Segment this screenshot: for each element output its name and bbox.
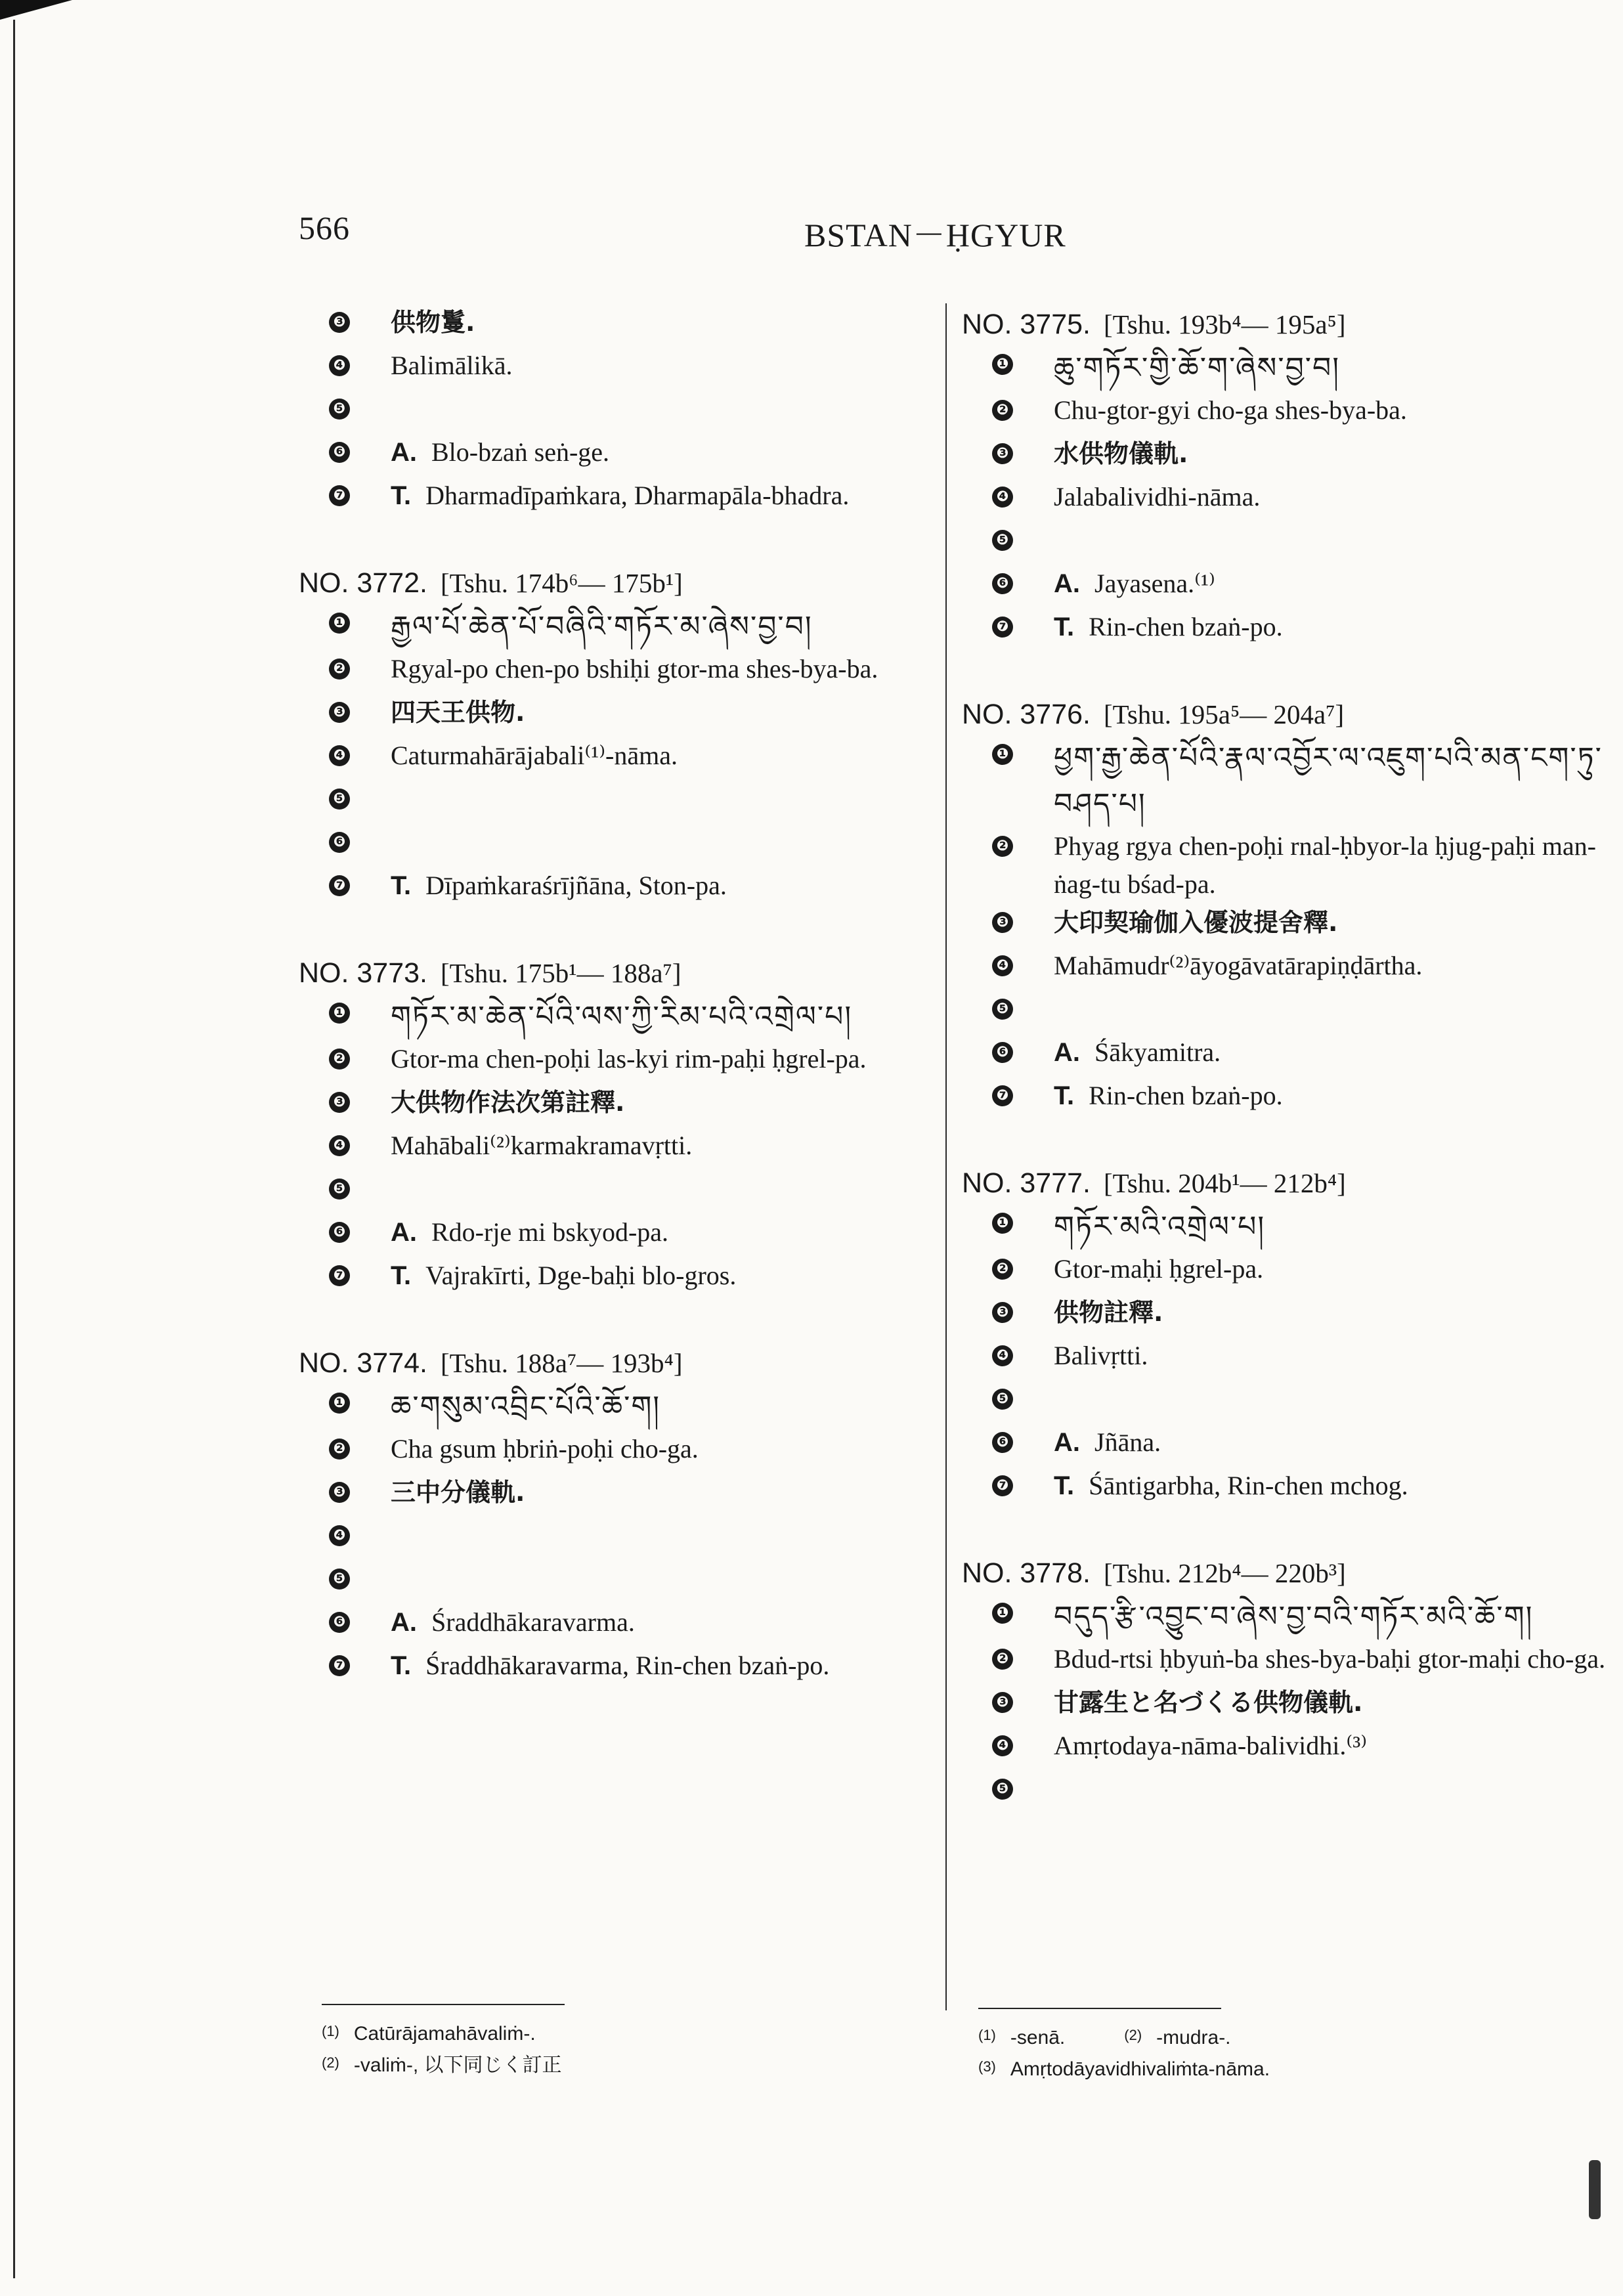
field-text: Śākyamitra. [1094, 1037, 1221, 1067]
field-number-icon: ❼ [992, 1085, 1013, 1106]
field-number-icon: ❹ [992, 487, 1013, 508]
field-number-icon: ❸ [992, 1692, 1013, 1713]
entry-field [962, 990, 1618, 1033]
role-tag: T. [1054, 613, 1075, 641]
field-number-icon: ❸ [329, 1482, 350, 1503]
entry-field [962, 1204, 1618, 1250]
entry-number: NO. 3772. [299, 567, 427, 599]
entry-field [299, 347, 955, 390]
footnote-text: Amṛtodāyavidhivaliṁta-nāma. [1010, 2058, 1270, 2080]
footnote-mark: (3) [978, 2058, 996, 2075]
role-tag: T. [391, 1261, 412, 1290]
footnote-text: Catūrājamahāvaliṁ-. [353, 2023, 536, 2045]
page-number: 566 [299, 209, 350, 246]
field-number-icon: ❻ [992, 573, 1013, 594]
footnote-mark: (1) [322, 2023, 339, 2039]
folio-range: [Tshu. 195a⁵— 204a⁷] [1104, 699, 1345, 729]
entry-heading [299, 952, 955, 994]
folio-range: [Tshu. 204b¹— 212b⁴] [1104, 1168, 1346, 1198]
entry-field [299, 1213, 955, 1257]
entry-field [962, 478, 1618, 521]
footnote-text: -senā. [1010, 2027, 1066, 2048]
tibetan-title: གཏོར་མའི་འགྲེལ་པ། [1054, 1210, 1266, 1244]
entry-field [962, 1727, 1618, 1770]
entry-field [962, 345, 1618, 391]
entry-number: NO. 3773. [299, 957, 427, 989]
field-text: Rgyal-po chen-po bshiḥi gtor-ma shes-bya-ba. [391, 654, 878, 683]
field-number-icon: ❺ [329, 789, 350, 810]
role-tag: T. [1054, 1471, 1075, 1500]
tibetan-title: ཆུ་གཏོར་གྱི་ཆོ་ག་ཞེས་བྱ་བ། [1054, 351, 1341, 385]
japanese-title: 水供物儀軌. [1054, 439, 1188, 468]
field-text: Gtor-ma chen-poḥi las-kyi rim-paḥi ḥgrel-pa. [391, 1044, 867, 1073]
footnote [322, 2017, 565, 2048]
field-number-icon: ❸ [992, 912, 1013, 933]
field-number-icon: ❶ [329, 1003, 350, 1024]
role-tag: A. [1054, 1428, 1080, 1457]
field-number-icon: ❺ [329, 399, 350, 420]
field-text: Dharmadīpaṁkara, Dharmapāla-bhadra. [425, 481, 850, 510]
field-text: Phyag rgya chen-poḥi rnal-ḥbyor-la ḥjug-paḥi man-ṅag-tu bśad-pa. [1054, 831, 1596, 899]
footnotes-left [322, 2004, 565, 2080]
left-edge-rule [13, 20, 15, 2278]
entry-field [962, 1467, 1618, 1510]
entry-field [299, 1473, 955, 1517]
entry-field [299, 390, 955, 433]
tibetan-title: ཆ་གསུམ་འབྲིང་པོའི་ཆོ་ག། [391, 1390, 661, 1423]
entry-field [962, 391, 1618, 435]
entry-field [299, 1384, 955, 1430]
japanese-title: 供物註釋. [1054, 1298, 1163, 1327]
field-text: Jalabalividhi-nāma. [1054, 482, 1261, 511]
entry-field [299, 433, 955, 477]
field-number-icon: ❻ [329, 1222, 350, 1243]
entry-field [299, 1040, 955, 1083]
japanese-title: 四天王供物. [391, 698, 525, 727]
footnote [978, 2052, 1270, 2084]
field-number-icon: ❺ [329, 1179, 350, 1200]
entry-field [299, 1603, 955, 1647]
right-column [962, 303, 1618, 1855]
field-number-icon: ❷ [329, 1439, 350, 1460]
field-number-icon: ❼ [329, 1265, 350, 1286]
entry-field [962, 1770, 1618, 1813]
field-number-icon: ❼ [329, 875, 350, 896]
footnote-text: -valiṁ-, 以下同じく訂正 [353, 2054, 562, 2076]
field-text: Caturmahārājabali⁽¹⁾-nāma. [391, 741, 678, 770]
field-number-icon: ❷ [992, 1259, 1013, 1280]
folio-range: [Tshu. 174b⁶— 175b¹] [441, 568, 683, 598]
field-text: Jñāna. [1094, 1427, 1161, 1457]
entry-field [962, 1423, 1618, 1467]
role-tag: T. [391, 481, 412, 510]
entry-number: NO. 3775. [962, 309, 1091, 340]
catalog-entry [962, 1552, 1618, 1813]
tibetan-title: ཕྱག་རྒྱ་ཆེན་པོའི་རྣལ་འབྱོར་ལ་འཇུག་པའི་མན་ངག་ཏུ་བཤད་པ། [1054, 741, 1603, 821]
field-number-icon: ❹ [329, 1525, 350, 1546]
entry-field [299, 1430, 955, 1473]
field-text: Śraddhākaravarma. [431, 1607, 635, 1637]
role-tag: T. [391, 871, 412, 900]
field-number-icon: ❸ [329, 312, 350, 333]
entry-field [299, 303, 955, 347]
field-number-icon: ❼ [992, 617, 1013, 638]
footnote-text: -mudra-. [1156, 2027, 1231, 2048]
entry-field [299, 1647, 955, 1690]
footnote-rule [978, 2008, 1221, 2009]
field-number-icon: ❶ [329, 613, 350, 634]
field-number-icon: ❸ [992, 1302, 1013, 1323]
role-tag: A. [391, 1218, 417, 1247]
field-text: Blo-bzaṅ seṅ-ge. [431, 437, 610, 467]
field-number-icon: ❹ [329, 745, 350, 766]
entry-field [962, 735, 1618, 827]
field-text: Rdo-rje mi bskyod-pa. [431, 1217, 669, 1247]
field-number-icon: ❼ [992, 1475, 1013, 1496]
entry-field [962, 435, 1618, 478]
field-number-icon: ❶ [992, 354, 1013, 375]
entry-number: NO. 3776. [962, 699, 1091, 730]
footnote-mark: (1) [978, 2027, 996, 2043]
field-number-icon: ❹ [329, 355, 350, 376]
footnote-rule [322, 2004, 565, 2005]
field-text: Rin-chen bzaṅ-po. [1089, 1081, 1283, 1110]
field-text: Gtor-maḥi ḥgrel-pa. [1054, 1254, 1264, 1284]
field-number-icon: ❺ [329, 1569, 350, 1590]
entry-field [299, 780, 955, 823]
entry-field [299, 1127, 955, 1170]
tibetan-title: བདུད་རྩི་འབྱུང་བ་ཞེས་བྱ་བའི་གཏོར་མའི་ཆོ་ག། [1054, 1600, 1534, 1634]
footnotes-right [978, 2008, 1270, 2084]
field-number-icon: ❸ [329, 702, 350, 723]
field-text: Mahābali⁽²⁾karmakramavṛtti. [391, 1131, 693, 1160]
entry-field [299, 1083, 955, 1127]
entry-field [299, 604, 955, 650]
entry-field [299, 1517, 955, 1560]
field-number-icon: ❸ [329, 1092, 350, 1113]
japanese-title: 大供物作法次第註釋. [391, 1088, 625, 1117]
role-tag: T. [1054, 1081, 1075, 1110]
field-number-icon: ❶ [992, 744, 1013, 765]
field-number-icon: ❷ [329, 659, 350, 680]
entry-field [299, 1170, 955, 1213]
japanese-title: 甘露生と名づくる供物儀軌. [1054, 1688, 1363, 1717]
field-text: Chu-gtor-gyi cho-ga shes-bya-ba. [1054, 395, 1407, 425]
field-text: Cha gsum ḥbriṅ-poḥi cho-ga. [391, 1434, 699, 1463]
entry-field [962, 1250, 1618, 1293]
role-tag: A. [391, 438, 417, 467]
field-number-icon: ❺ [992, 1389, 1013, 1410]
tibetan-title: རྒྱལ་པོ་ཆེན་པོ་བཞིའི་གཏོར་མ་ཞེས་བྱ་བ། [391, 610, 813, 643]
field-number-icon: ❺ [992, 999, 1013, 1020]
entry-field [299, 823, 955, 867]
role-tag: A. [1054, 569, 1080, 598]
entry-field [299, 867, 955, 910]
entry-field [962, 1380, 1618, 1423]
entry-field [962, 1640, 1618, 1683]
field-text: Amṛtodaya-nāma-balividhi.⁽³⁾ [1054, 1731, 1368, 1760]
entry-field [299, 994, 955, 1040]
field-text: Dīpaṁkaraśrījñāna, Ston-pa. [425, 871, 727, 900]
page-speck [1589, 2160, 1601, 2219]
catalog-entry [962, 693, 1618, 1120]
entry-field [962, 1293, 1618, 1337]
field-number-icon: ❶ [992, 1213, 1013, 1234]
field-text: Mahāmudr⁽²⁾āyogāvatārapiṇḍārtha. [1054, 951, 1423, 980]
entry-field [962, 1033, 1618, 1077]
field-number-icon: ❷ [329, 1049, 350, 1070]
corner-mark [0, 0, 72, 20]
entry-number: NO. 3777. [962, 1167, 1091, 1199]
entry-heading [299, 1342, 955, 1384]
entry-heading [299, 562, 955, 604]
field-number-icon: ❶ [992, 1603, 1013, 1624]
catalog-entry [962, 303, 1618, 651]
entry-field [962, 947, 1618, 990]
entry-field [962, 827, 1618, 903]
field-number-icon: ❻ [329, 1612, 350, 1633]
field-number-icon: ❻ [992, 1432, 1013, 1453]
field-text: Balimālikā. [391, 351, 513, 380]
field-number-icon: ❼ [329, 1655, 350, 1676]
field-number-icon: ❻ [992, 1042, 1013, 1063]
japanese-title: 大印契瑜伽入優波提舍釋. [1054, 908, 1338, 937]
folio-range: [Tshu. 188a⁷— 193b⁴] [441, 1348, 683, 1378]
entry-heading [962, 303, 1618, 345]
tibetan-title: གཏོར་མ་ཆེན་པོའི་ལས་ཀྱི་རིམ་པའི་འགྲེལ་པ། [391, 1000, 853, 1033]
field-number-icon: ❹ [992, 1345, 1013, 1366]
field-number-icon: ❼ [329, 485, 350, 506]
left-column [299, 303, 955, 1732]
entry-field [962, 1594, 1618, 1640]
entry-field [962, 903, 1618, 947]
role-tag: A. [391, 1608, 417, 1637]
field-number-icon: ❷ [992, 836, 1013, 857]
field-number-icon: ❶ [329, 1393, 350, 1414]
footnote [322, 2048, 565, 2080]
field-text: Śāntigarbha, Rin-chen mchog. [1089, 1471, 1408, 1500]
catalog-entry [299, 303, 955, 520]
entry-number: NO. 3778. [962, 1557, 1091, 1589]
folio-range: [Tshu. 175b¹— 188a⁷] [441, 958, 682, 988]
running-title: BSTAN－ḤGYUR [804, 217, 1066, 253]
field-number-icon: ❺ [992, 1779, 1013, 1800]
entry-field [962, 608, 1618, 651]
field-text: Vajrakīrti, Dge-baḥi blo-gros. [425, 1261, 737, 1290]
field-text: Balivṛtti. [1054, 1341, 1148, 1370]
entry-field [962, 521, 1618, 565]
field-number-icon: ❷ [992, 1649, 1013, 1670]
entry-field [299, 477, 955, 520]
catalog-entry [299, 952, 955, 1300]
field-text: Rin-chen bzaṅ-po. [1089, 612, 1283, 641]
field-number-icon: ❹ [992, 955, 1013, 976]
entry-field [299, 737, 955, 780]
field-text: Śraddhākaravarma, Rin-chen bzaṅ-po. [425, 1651, 830, 1680]
field-number-icon: ❻ [329, 832, 350, 853]
field-number-icon: ❷ [992, 400, 1013, 421]
entry-field [299, 1560, 955, 1603]
entry-field [299, 1257, 955, 1300]
role-tag: A. [1054, 1038, 1080, 1067]
entry-heading [962, 1552, 1618, 1594]
field-number-icon: ❹ [329, 1135, 350, 1156]
field-number-icon: ❹ [992, 1735, 1013, 1756]
field-text: Jayasena.⁽¹⁾ [1094, 569, 1215, 598]
folio-range: [Tshu. 212b⁴— 220b³] [1104, 1558, 1346, 1588]
japanese-title: 供物鬘. [391, 308, 475, 337]
folio-range: [Tshu. 193b⁴— 195a⁵] [1104, 309, 1346, 339]
catalog-entry [299, 1342, 955, 1690]
entry-field [962, 1683, 1618, 1727]
field-number-icon: ❸ [992, 443, 1013, 464]
role-tag: T. [391, 1651, 412, 1680]
entry-field [299, 650, 955, 693]
japanese-title: 三中分儀軌. [391, 1478, 525, 1507]
footnote-mark: (2) [1124, 2027, 1142, 2043]
entry-heading [962, 693, 1618, 735]
footnote [978, 2021, 1270, 2052]
catalog-entry [299, 562, 955, 910]
entry-heading [962, 1162, 1618, 1204]
entry-field [962, 1077, 1618, 1120]
entry-field [962, 565, 1618, 608]
entry-number: NO. 3774. [299, 1347, 427, 1379]
field-number-icon: ❺ [992, 530, 1013, 551]
footnote-mark: (2) [322, 2054, 339, 2071]
entry-field [962, 1337, 1618, 1380]
field-number-icon: ❻ [329, 442, 350, 463]
catalog-entry [962, 1162, 1618, 1510]
entry-field [299, 693, 955, 737]
field-text: Bdud-rtsi ḥbyuṅ-ba shes-bya-baḥi gtor-maḥi cho-ga. [1054, 1644, 1606, 1674]
